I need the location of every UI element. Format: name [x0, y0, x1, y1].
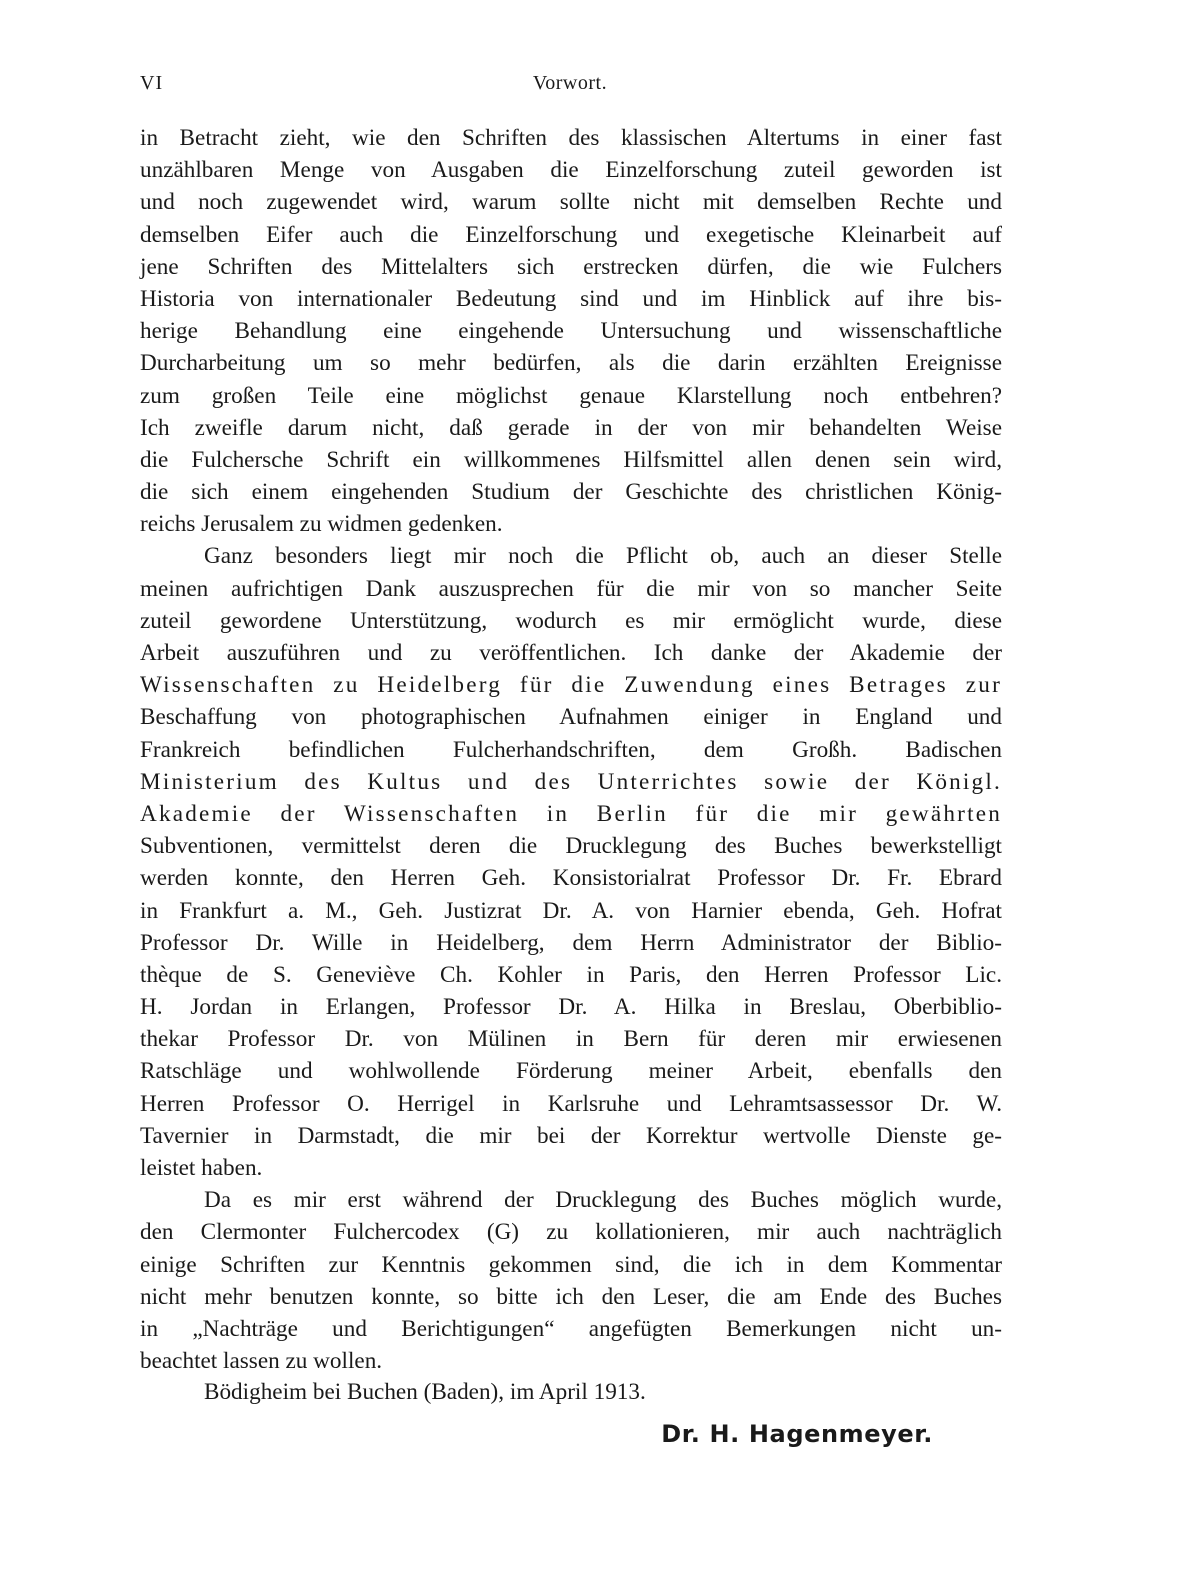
text-line: in Frankfurt a. M., Geh. Justizrat Dr. A. von Harnier ebenda, Geh. Hofrat [140, 897, 1002, 924]
text-line: leistet haben. [140, 1155, 263, 1181]
text-line: Historia von internationaler Bedeutung sind und im Hinblick auf ihre bis- [140, 285, 1002, 312]
text-line: Ich zweifle darum nicht, daß gerade in der von mir behandelten Weise [140, 414, 1002, 441]
text-line: jene Schriften des Mittelalters sich erstrecken dürfen, die wie Fulchers [140, 253, 1002, 280]
text-line: thekar Professor Dr. von Mülinen in Bern für deren mir erwiesenen [140, 1026, 1002, 1053]
running-title: Vorwort. [532, 72, 608, 94]
page-number: VI [140, 72, 164, 94]
text-line: Herren Professor O. Herrigel in Karlsruhe und Lehramtsassessor Dr. W. [140, 1090, 1002, 1117]
text-line: Ganz besonders liegt mir noch die Pflicht ob, auch an dieser Stelle [204, 543, 1002, 570]
text-line: die Fulchersche Schrift ein willkommenes Hilfsmittel allen denen sein wird, [140, 446, 1002, 473]
text-line: nicht mehr benutzen konnte, so bitte ich den Leser, die am Ende des Buches [140, 1283, 1002, 1310]
text-line: Arbeit auszuführen und zu veröffentlichen. Ich danke der Akademie der [140, 640, 1002, 666]
author-signature: Dr. H. Hagenmeyer. [661, 1420, 933, 1448]
text-line: Wissenschaften zu Heidelberg für die Zuwendung eines Betrages zur [140, 672, 1002, 699]
text-line: Tavernier in Darmstadt, die mir bei der Korrektur wertvolle Dienste ge- [140, 1122, 1002, 1149]
text-line: Frankreich befindlichen Fulcherhandschriften, dem Großh. Badischen [140, 736, 1002, 763]
text-line: Subventionen, vermittelst deren die Drucklegung des Buches bewerkstelligt [140, 833, 1002, 860]
text-line: H. Jordan in Erlangen, Professor Dr. A. Hilka in Breslau, Oberbiblio- [140, 994, 1002, 1021]
page-header [140, 72, 1000, 106]
text-line: zum großen Teile eine möglichst genaue Klarstellung noch entbehren? [140, 382, 1002, 409]
text-line: und noch zugewendet wird, warum sollte nicht mit demselben Rechte und [140, 189, 1002, 216]
text-line: Durcharbeitung um so mehr bedürfen, als die darin erzählten Ereignisse [140, 350, 1002, 377]
text-line: in „Nachträge und Berichtigungen“ angefügten Bemerkungen nicht un- [140, 1315, 1002, 1342]
text-line: Professor Dr. Wille in Heidelberg, dem Herrn Administrator der Biblio- [140, 929, 1002, 956]
text-line: herige Behandlung eine eingehende Untersuchung und wissenschaftliche [140, 318, 1002, 345]
text-line: einige Schriften zur Kenntnis gekommen sind, die ich in dem Kommentar [140, 1251, 1002, 1278]
text-line: den Clermonter Fulchercodex (G) zu kollationieren, mir auch nachträglich [140, 1219, 1002, 1246]
text-line: in Betracht zieht, wie den Schriften des klassischen Altertums in einer fast [140, 125, 1002, 151]
text-line: Da es mir erst während der Drucklegung des Buches möglich wurde, [204, 1187, 1002, 1214]
text-line: beachtet lassen zu wollen. [140, 1348, 383, 1375]
text-line: Ratschläge und wohlwollende Förderung meiner Arbeit, ebenfalls den [140, 1058, 1002, 1085]
text-line: werden konnte, den Herren Geh. Konsistorialrat Professor Dr. Fr. Ebrard [140, 865, 1002, 892]
text-line: die sich einem eingehenden Studium der Geschichte des christlichen König- [140, 479, 1002, 506]
text-line: thèque de S. Geneviève Ch. Kohler in Paris, den Herren Professor Lic. [140, 961, 1002, 988]
text-line: reichs Jerusalem zu widmen gedenken. [140, 511, 503, 538]
body-text [140, 122, 1002, 1377]
place-date-line: Bödigheim bei Buchen (Baden), im April 1913. [204, 1379, 646, 1405]
text-line: zuteil gewordene Unterstützung, wodurch es mir ermöglicht wurde, diese [140, 607, 1002, 634]
text-line: unzählbaren Menge von Ausgaben die Einzelforschung zuteil geworden ist [140, 157, 1002, 184]
text-line: demselben Eifer auch die Einzelforschung und exegetische Kleinarbeit auf [140, 221, 1002, 248]
text-line: Akademie der Wissenschaften in Berlin für die mir gewährten [140, 800, 1002, 827]
text-line: Ministerium des Kultus und des Unterrichtes sowie der Königl. [140, 768, 1002, 795]
text-line: meinen aufrichtigen Dank auszusprechen für die mir von so mancher Seite [140, 575, 1002, 602]
text-line: Beschaffung von photographischen Aufnahmen einiger in England und [140, 704, 1002, 731]
